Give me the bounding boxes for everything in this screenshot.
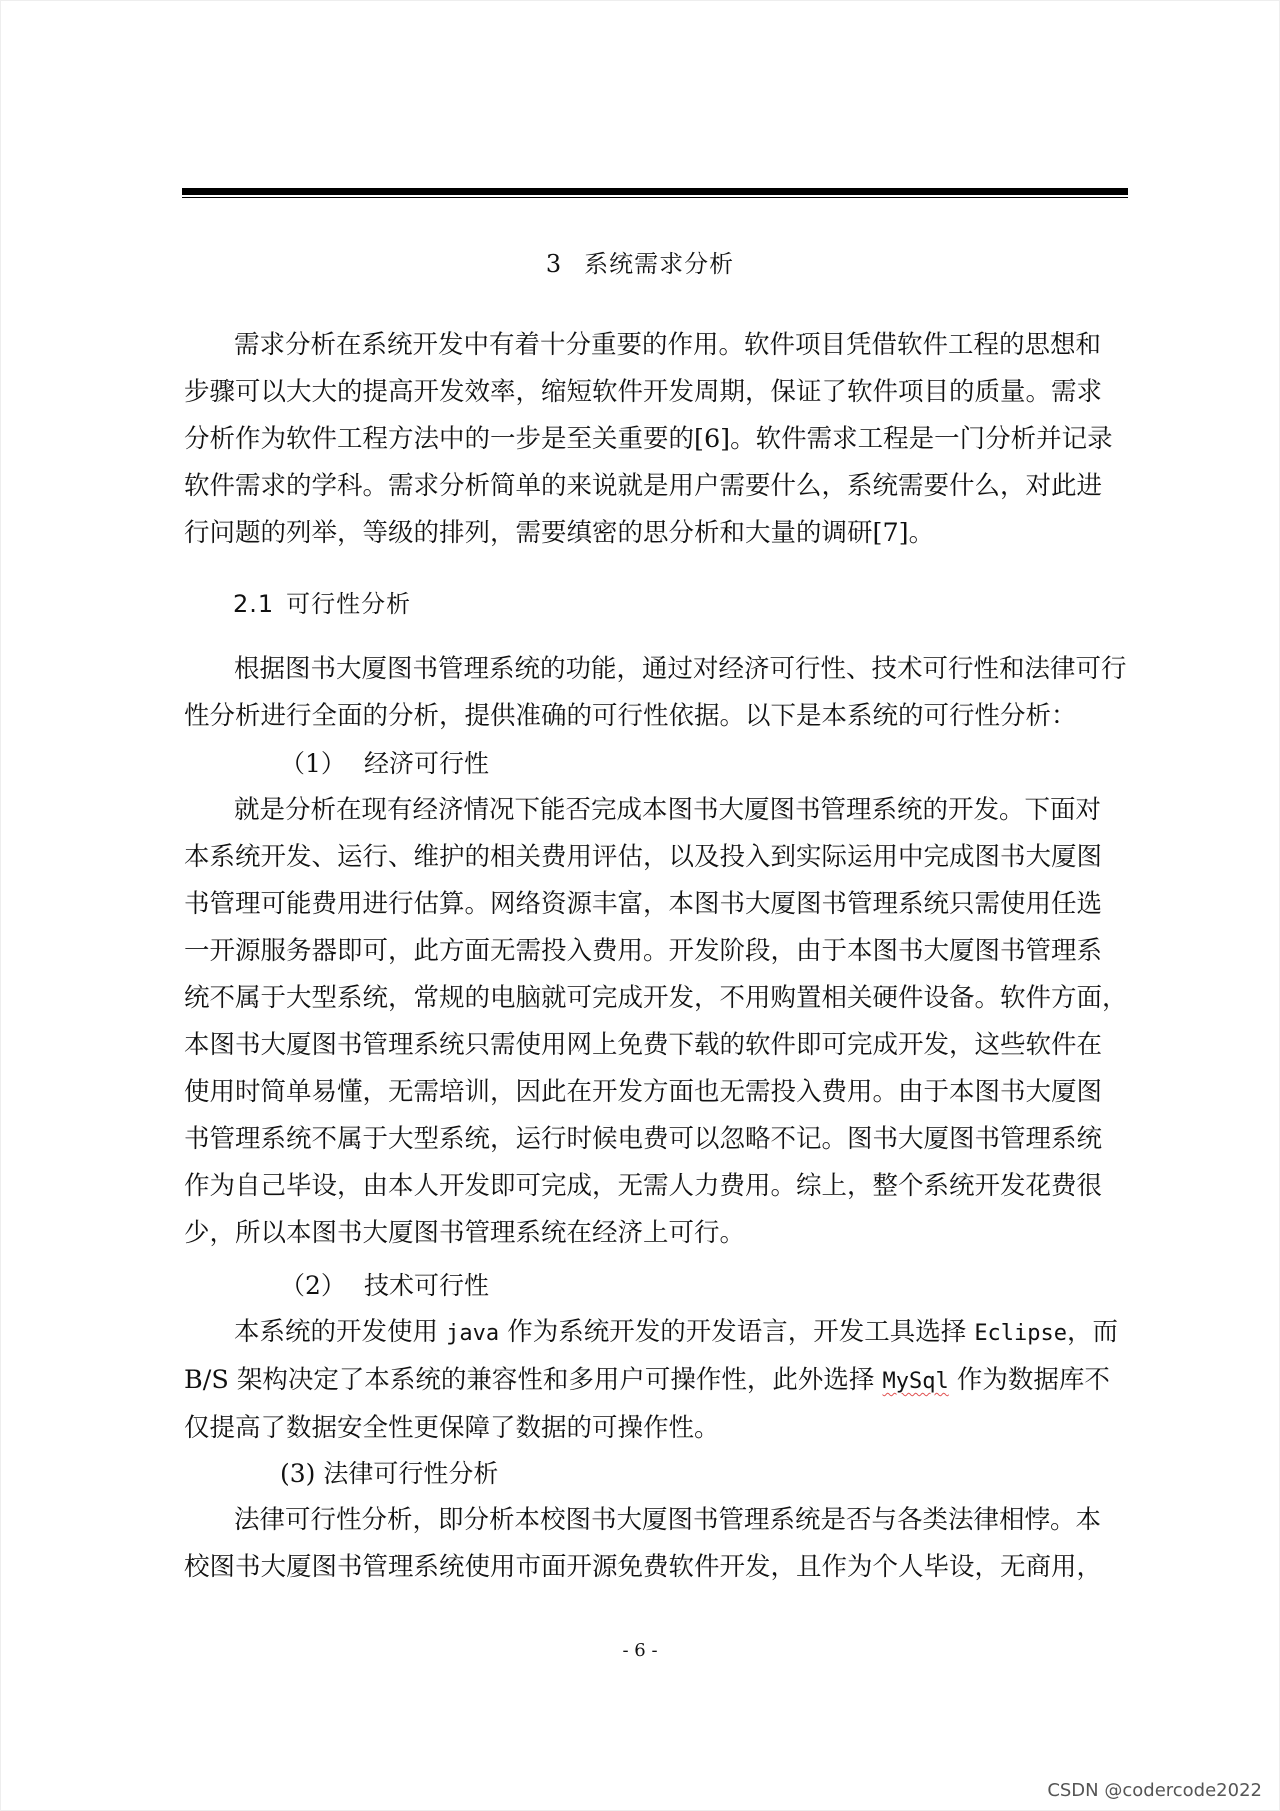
text-run: 作为数据库不: [948, 1365, 1110, 1395]
section-intro-paragraph: [184, 646, 1127, 740]
section-number: 2.1: [233, 590, 275, 618]
paragraph-line: 软件需求的学科。需求分析简单的来说就是用户需要什么，系统需要什么，对此进: [184, 471, 1103, 501]
subheading-number: （2）: [280, 1271, 346, 1300]
text-run: B/S 架构决定了本系统的兼容性和多用户可操作性，此外选择: [184, 1365, 883, 1395]
paragraph-line: 性分析进行全面的分析，提供准确的可行性依据。以下是本系统的可行性分析：: [184, 701, 1077, 731]
subheading-technical: [280, 1262, 489, 1309]
code-term-mysql: MySql: [882, 1369, 949, 1394]
paragraph-line: 分析作为软件工程方法中的一步是至关重要的[6]。软件需求工程是一门分析并记录: [184, 424, 1113, 454]
paragraph-line: 本图书大厦图书管理系统只需使用网上免费下载的软件即可完成开发，这些软件在: [184, 1030, 1103, 1060]
section-title: 可行性分析: [286, 590, 412, 618]
code-term-eclipse: Eclipse: [974, 1321, 1068, 1346]
economic-paragraph: [184, 787, 1128, 1257]
text-run: 作为系统开发的开发语言，开发工具选择: [499, 1317, 975, 1347]
subheading-economic: [280, 740, 489, 787]
paragraph-line: 行问题的列举，等级的排列，需要缜密的思分析和大量的调研[7]。: [184, 518, 935, 548]
paragraph-line: 本系统开发、运行、维护的相关费用评估，以及投入到实际运用中完成图书大厦图: [184, 842, 1103, 872]
paragraph-line: 统不属于大型系统，常规的电脑就可完成开发，不用购置相关硬件设备。软件方面，: [184, 983, 1128, 1013]
paragraph-line: 就是分析在现有经济情况下能否完成本图书大厦图书管理系统的开发。下面对: [234, 795, 1102, 825]
paragraph-line: [184, 1357, 1114, 1405]
subheading-legal: (3) 法律可行性分析: [280, 1459, 499, 1488]
paragraph-line: 书管理系统不属于大型系统，运行时候电费可以忽略不记。图书大厦图书管理系统: [184, 1124, 1103, 1154]
watermark: CSDN @codercode2022: [1047, 1780, 1262, 1801]
paragraph-line: 仅提高了数据安全性更保障了数据的可操作性。: [184, 1413, 720, 1443]
paragraph-line: 一开源服务器即可，此方面无需投入费用。开发阶段，由于本图书大厦图书管理系: [184, 936, 1103, 966]
page-number: - 6 -: [622, 1640, 658, 1661]
text-run: 本系统的开发使用: [234, 1317, 447, 1347]
paragraph-line: 作为自己毕设，由本人开发即可完成，无需人力费用。综上，整个系统开发花费很: [184, 1171, 1103, 1201]
chapter-title-text: 系统需求分析: [584, 250, 735, 278]
paragraph-line: 需求分析在系统开发中有着十分重要的作用。软件项目凭借软件工程的思想和: [234, 330, 1102, 360]
paragraph-line: 使用时简单易懂，无需培训，因此在开发方面也无需投入费用。由于本图书大厦图: [184, 1077, 1103, 1107]
technical-paragraph: [184, 1309, 1119, 1452]
subheading-title: 经济可行性: [364, 749, 490, 778]
paragraph-line: 法律可行性分析，即分析本校图书大厦图书管理系统是否与各类法律相悖。本: [234, 1505, 1102, 1535]
paragraph-line: 根据图书大厦图书管理系统的功能，通过对经济可行性、技术可行性和法律可行: [234, 654, 1127, 684]
header-rule-thin: [182, 197, 1128, 198]
legal-paragraph: [184, 1497, 1114, 1591]
subheading-title: 技术可行性: [364, 1271, 490, 1300]
paragraph-line: [184, 1309, 1119, 1357]
paragraph-line: 少，所以本图书大厦图书管理系统在经济上可行。: [184, 1218, 746, 1248]
intro-paragraph: [184, 322, 1114, 557]
subheading-number: （1）: [280, 749, 346, 778]
paragraph-line: 校图书大厦图书管理系统使用市面开源免费软件开发，且作为个人毕设，无商用，: [184, 1552, 1103, 1582]
section-heading: [233, 584, 411, 619]
chapter-title: [0, 244, 1280, 279]
code-term-java: java: [446, 1321, 500, 1346]
paragraph-line: 书管理可能费用进行估算。网络资源丰富，本图书大厦图书管理系统只需使用任选: [184, 889, 1103, 919]
header-rule-thick: [182, 188, 1128, 195]
paragraph-line: 步骤可以大大的提高开发效率，缩短软件开发周期，保证了软件项目的质量。需求: [184, 377, 1103, 407]
text-run: ，而: [1067, 1317, 1119, 1347]
chapter-number: 3: [545, 250, 563, 278]
